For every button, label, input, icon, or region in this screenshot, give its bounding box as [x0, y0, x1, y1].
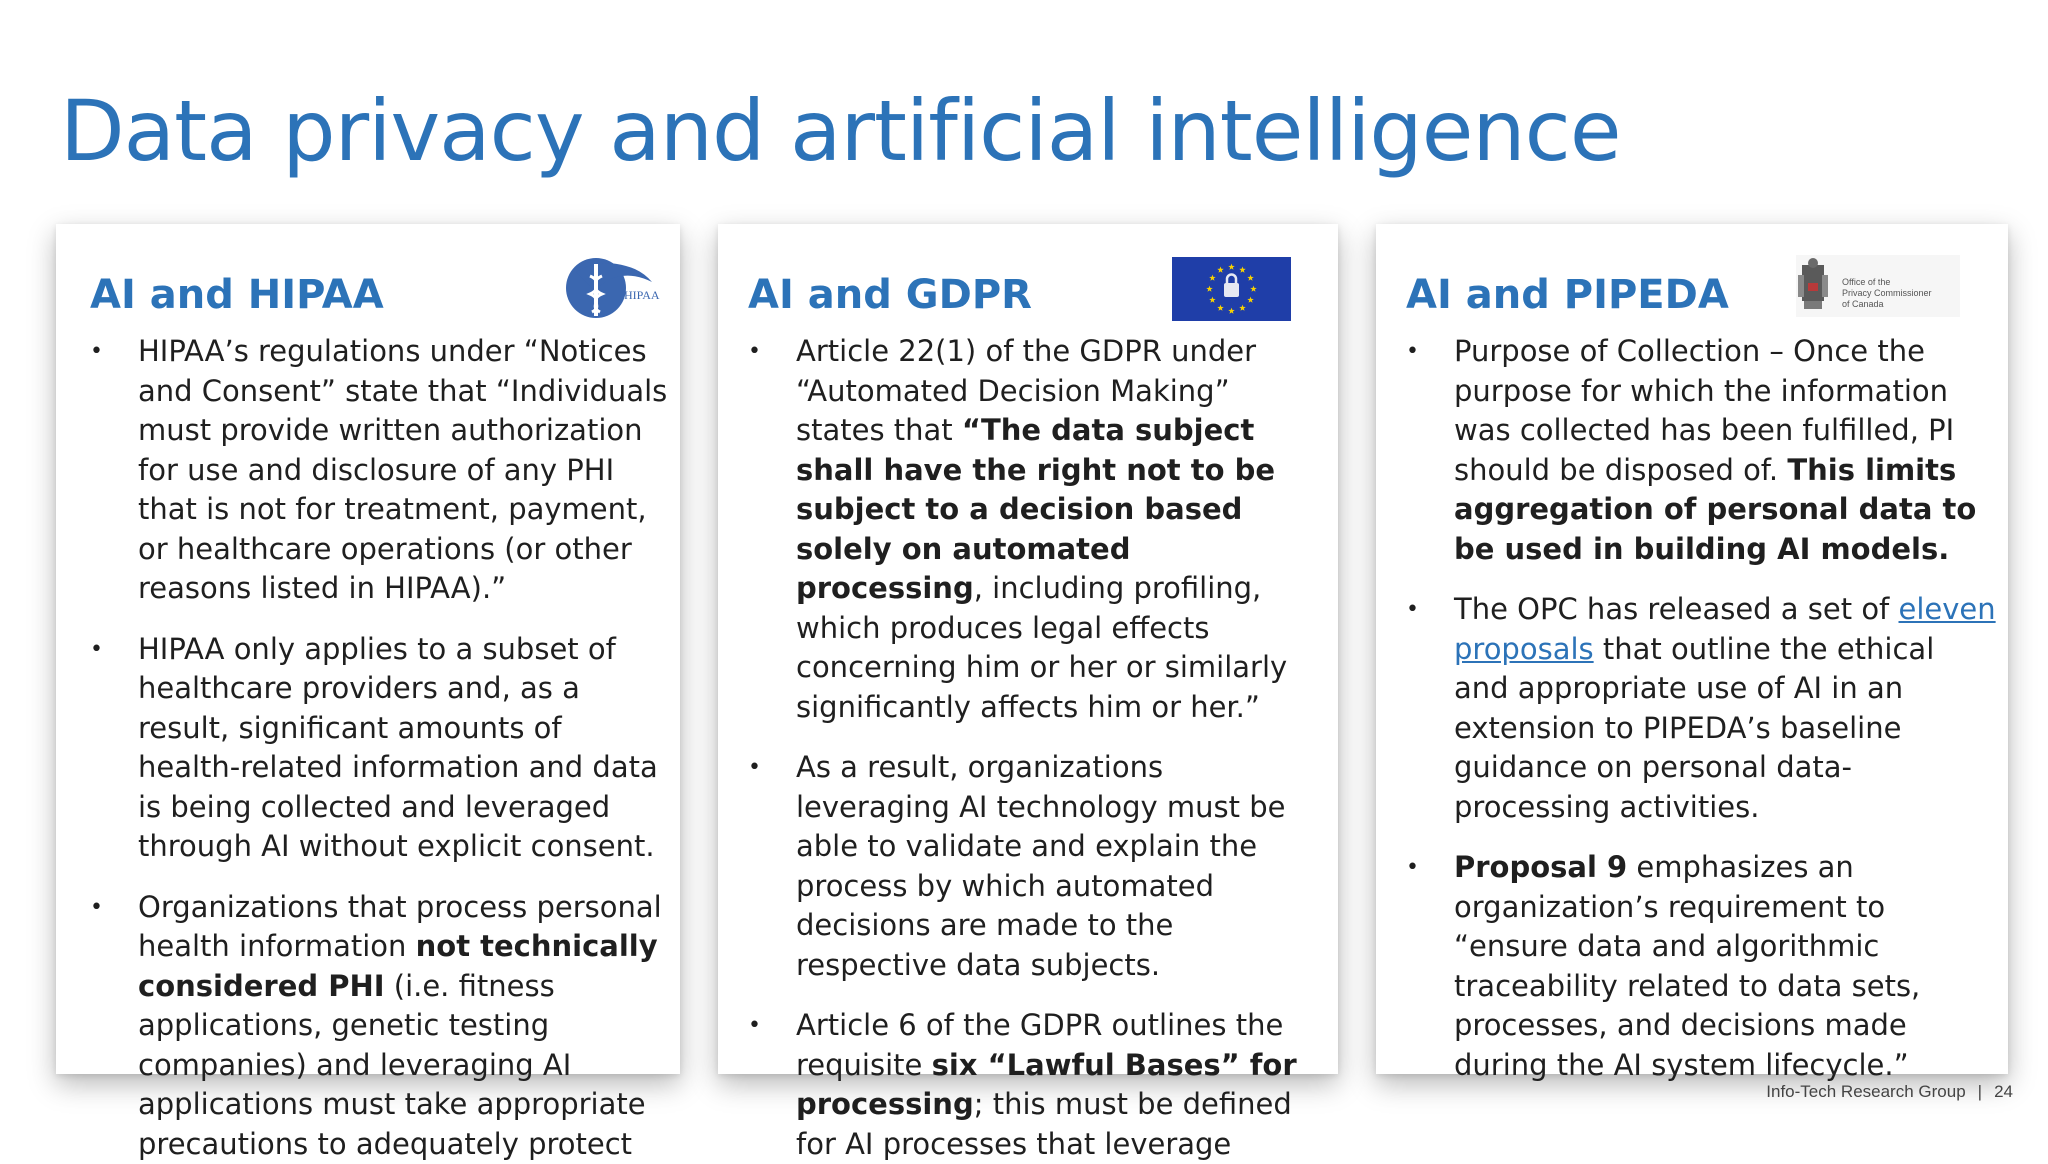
bullet-text: emphasizes an organization’s requirement to “ensure data and algorithmic traceability related to data sets, processes, and decisions made during the AI system lifecycle.”: [1454, 850, 1920, 1082]
opc-logo-line-3: of Canada: [1842, 299, 1884, 309]
list-item: [1406, 590, 1996, 827]
hipaa-bullets: [90, 332, 670, 1164]
bullet-text: The OPC has released a set of: [1454, 592, 1899, 626]
list-item: [90, 630, 670, 867]
gdpr-content: [748, 270, 1324, 1152]
footer-separator: |: [1978, 1082, 1982, 1101]
list-item: [1406, 848, 1996, 1085]
bullet-text: HIPAA only applies to a subset of healthcare providers and, as a result, significant amounts of health-related information and data is being collected and leveraged through AI without explicit consent.: [138, 632, 658, 864]
eleven-proposals-link[interactable]: eleven proposals: [1454, 592, 1996, 666]
hipaa-content: [90, 270, 670, 1152]
page-number: 24: [1994, 1082, 2013, 1101]
bullet-text: (i.e. fitness applications, genetic testing companies) and leveraging AI applications must take appropriate precautions to adequately protect: [138, 969, 646, 1161]
list-item: [90, 332, 670, 609]
bullet-emphasis: not technically considered PHI: [138, 929, 658, 1003]
hipaa-logo-text: HIPAA: [624, 288, 660, 302]
bullet-text: As a result, organizations leveraging AI technology must be able to validate and explain the process by which automated decisions are made to the respective data subjects.: [796, 750, 1286, 982]
bullet-emphasis: “The data subject shall have the right not to be subject to a decision based solely on automated processing: [796, 413, 1275, 605]
bullet-emphasis: This limits aggregation of personal data to be used in building AI models.: [1454, 453, 1976, 566]
page-title: Data privacy and artificial intelligence: [60, 82, 1621, 180]
bullet-text: that outline the ethical and appropriate use of AI in an extension to PIPEDA’s baseline guidance on personal data-processing activities.: [1454, 632, 1934, 824]
pipeda-content: [1406, 270, 1996, 1152]
footer: [1766, 1082, 2013, 1102]
list-item: [1406, 332, 1996, 569]
gdpr-heading: AI and GDPR: [748, 270, 1324, 320]
bullet-text: HIPAA’s regulations under “Notices and Consent” state that “Individuals must provide written authorization for use and disclosure of any PHI that is not for treatment, payment, or healthcare operations (or other reasons listed in HIPAA).”: [138, 334, 667, 605]
pipeda-bullets: [1406, 332, 1996, 1085]
bullet-emphasis: six “Lawful Bases” for processing: [796, 1048, 1297, 1122]
gdpr-bullets: [748, 332, 1324, 1164]
bullet-text: , including profiling, which produces legal effects concerning him or her or similarly significantly affects him or her.”: [796, 571, 1287, 724]
list-item: [748, 332, 1324, 727]
hipaa-heading: AI and HIPAA: [90, 270, 670, 320]
list-item: [748, 748, 1324, 985]
footer-org: Info-Tech Research Group: [1766, 1082, 1965, 1101]
bullet-emphasis: Proposal 9: [1454, 850, 1627, 884]
bullet-text: Article 6 of the GDPR outlines the requisite: [796, 1008, 1283, 1082]
bullet-text: ; this must be defined for AI processes that leverage: [796, 1087, 1292, 1161]
bullet-text: Organizations that process personal health information: [138, 890, 662, 964]
bullet-text: Article 22(1) of the GDPR under “Automated Decision Making” states that: [796, 334, 1256, 447]
opc-logo-line-2: Privacy Commissioner: [1842, 288, 1932, 298]
list-item: [90, 888, 670, 1164]
pipeda-heading: AI and PIPEDA: [1406, 270, 1996, 320]
opc-logo-line-1: Office of the: [1842, 277, 1890, 287]
list-item: [748, 1006, 1324, 1164]
bullet-text: Purpose of Collection – Once the purpose for which the information was collected has been fulfilled, PI should be disposed of.: [1454, 334, 1954, 487]
